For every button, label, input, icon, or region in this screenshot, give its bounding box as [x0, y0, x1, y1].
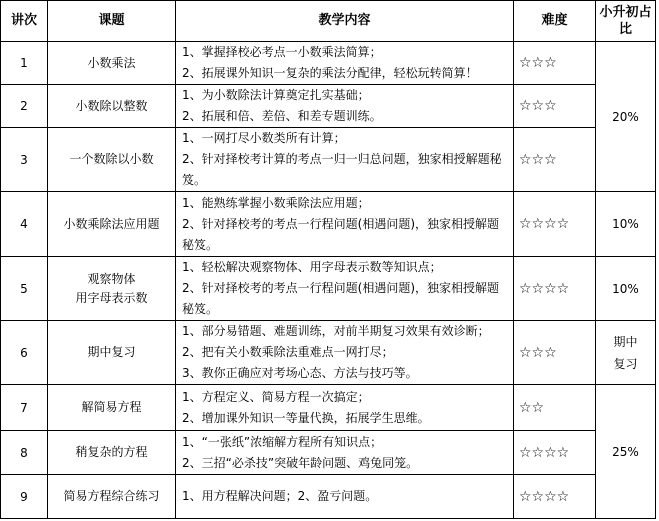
lesson-topic: 小数除以整数: [48, 85, 176, 128]
lesson-topic: 一个数除以小数: [48, 128, 176, 192]
difficulty-stars: ☆☆: [514, 385, 596, 431]
lesson-topic: 简易方程综合练习: [48, 475, 176, 519]
header-ratio: 小升初占比: [596, 1, 656, 42]
lesson-ratio: [596, 321, 656, 385]
header-topic: 课题: [48, 1, 176, 42]
lesson-number: 3: [1, 128, 48, 192]
header-content: 教学内容: [176, 1, 514, 42]
difficulty-stars: ☆☆☆: [514, 321, 596, 385]
content-line: 2、增加课外知识一等量代换，拓展学生思维。: [182, 410, 430, 425]
ratio-line: 复习: [613, 356, 638, 371]
lesson-number: 9: [1, 475, 48, 519]
difficulty-stars: ☆☆☆☆: [514, 431, 596, 475]
content-line: 1、“一张纸”浓缩解方程所有知识点；: [182, 434, 383, 449]
table-row: [1, 431, 656, 475]
content-line: 2、针对择校考的考点一行程问题(相遇问题)，独家相授解题秘笈。: [182, 281, 500, 316]
topic-line: 用字母表示数: [75, 290, 148, 305]
lesson-number: 1: [1, 42, 48, 85]
difficulty-stars: ☆☆☆☆: [514, 475, 596, 519]
lesson-content: [176, 257, 514, 321]
lesson-number: 7: [1, 385, 48, 431]
table-row: [1, 85, 656, 128]
lesson-ratio: 10%: [596, 192, 656, 257]
content-line: 2、针对择校考计算的考点一归一归总问题，独家相授解题秘笈。: [182, 152, 502, 187]
difficulty-stars: ☆☆☆: [514, 42, 596, 85]
lesson-topic: 小数乘除法应用题: [48, 192, 176, 257]
lesson-content: [176, 475, 514, 519]
table-row: [1, 475, 656, 519]
header-row: [1, 1, 656, 42]
lesson-content: [176, 85, 514, 128]
lesson-number: 6: [1, 321, 48, 385]
difficulty-stars: ☆☆☆☆: [514, 257, 596, 321]
topic-line: 观察物体: [87, 271, 136, 286]
content-line: 1、轻松解决观察物体、用字母表示数等知识点；: [182, 260, 442, 274]
content-line: 1、一网打尽小数类所有计算；: [182, 131, 346, 145]
content-line: 3、教你正确应对考场心态、方法与技巧等。: [182, 366, 418, 380]
ratio-group-1: 20%: [596, 42, 656, 192]
content-line: 2、针对择校考的考点一行程问题(相遇问题)，独家相授解题秘笈。: [182, 216, 500, 252]
lesson-number: 8: [1, 431, 48, 475]
table-row: [1, 192, 656, 257]
content-line: 1、能熟练掌握小数乘除法应用题；: [182, 195, 370, 210]
lesson-content: [176, 192, 514, 257]
lesson-ratio: 10%: [596, 257, 656, 321]
lesson-content: [176, 385, 514, 431]
ratio-group-3: 25%: [596, 385, 656, 519]
lesson-topic: [48, 257, 176, 321]
content-line: 1、部分易错题、难题训练，对前半期复习效果有效诊断；2、把有关小数乘除法重难点一网打尽；: [182, 324, 490, 359]
content-line: 2、三招“必杀技”突破年龄问题、鸡兔同笼。: [182, 455, 419, 470]
lesson-number: 4: [1, 192, 48, 257]
lesson-content: [176, 128, 514, 192]
lesson-content: [176, 321, 514, 385]
ratio-line: 期中: [613, 334, 638, 349]
lesson-content: [176, 431, 514, 475]
content-line: 2、拓展和倍、差倍、和差专题训练。: [182, 109, 382, 123]
lesson-number: 2: [1, 85, 48, 128]
lesson-topic: 期中复习: [48, 321, 176, 385]
lesson-topic: 解简易方程: [48, 385, 176, 431]
lesson-topic: 稍复杂的方程: [48, 431, 176, 475]
content-line: 1、掌握择校必考点一小数乘法简算；: [182, 45, 382, 59]
header-lesson: 讲次: [1, 1, 48, 42]
table-row: [1, 128, 656, 192]
content-line: 2、拓展课外知识一复杂的乘法分配律，轻松玩转简算！: [182, 66, 478, 80]
table-row: [1, 321, 656, 385]
lesson-topic: 小数乘法: [48, 42, 176, 85]
difficulty-stars: ☆☆☆☆: [514, 192, 596, 257]
content-line: 1、方程定义、简易方程一次搞定；: [182, 389, 370, 404]
lesson-number: 5: [1, 257, 48, 321]
content-line: 1、用方程解决问题；2、盈亏问题。: [182, 489, 378, 503]
content-line: 1、为小数除法计算奠定扎实基础；: [182, 88, 370, 102]
difficulty-stars: ☆☆☆: [514, 128, 596, 192]
table-row: [1, 257, 656, 321]
table-row: [1, 42, 656, 85]
lesson-content: [176, 42, 514, 85]
header-difficulty: 难度: [514, 1, 596, 42]
table-row: [1, 385, 656, 431]
difficulty-stars: ☆☆☆: [514, 85, 596, 128]
